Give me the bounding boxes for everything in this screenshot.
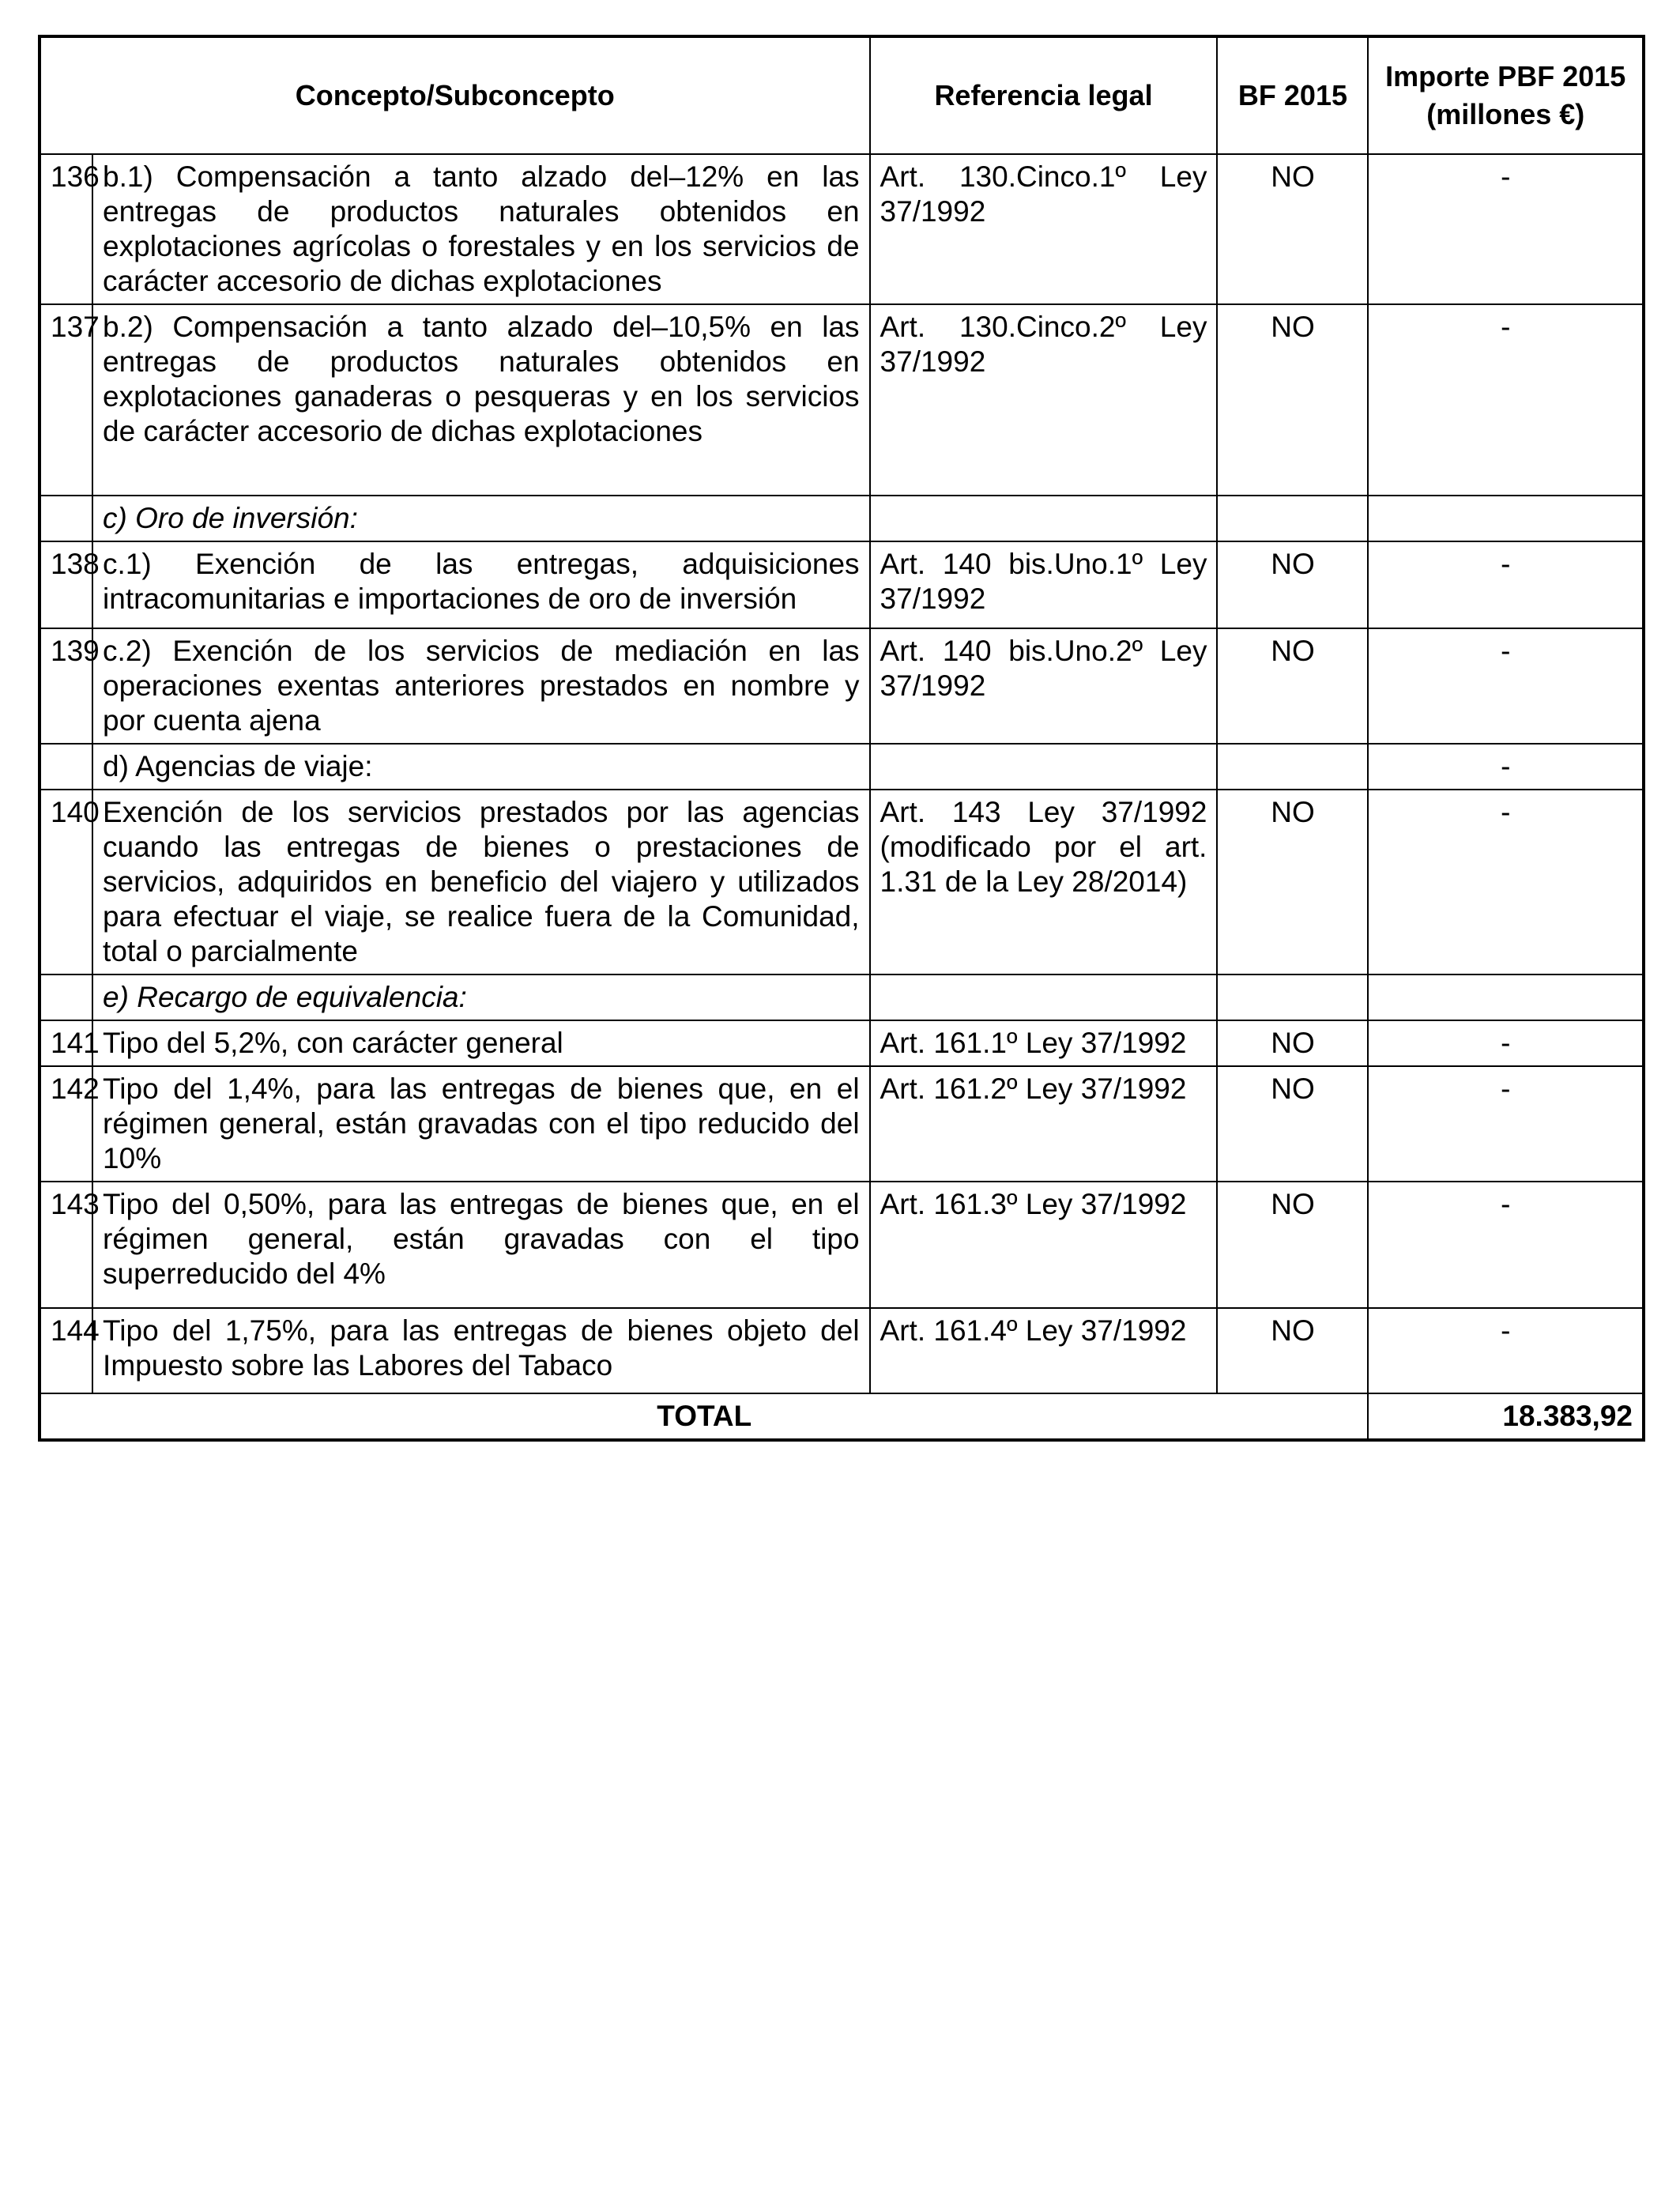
row-concept: Tipo del 0,50%, para las entregas de bienes que, en el régimen general, están gravadas con el tipo superreducido del 4% (92, 1182, 870, 1308)
row-legal-reference (870, 974, 1218, 1020)
row-importe: - (1368, 628, 1644, 744)
total-row (40, 1393, 1644, 1440)
row-importe: - (1368, 541, 1644, 628)
row-number: 144 (40, 1308, 92, 1393)
row-legal-reference: Art. 161.4º Ley 37/1992 (870, 1308, 1218, 1393)
row-number: 141 (40, 1020, 92, 1066)
header-importe: Importe PBF 2015 (millones €) (1368, 36, 1644, 154)
row-number (40, 744, 92, 790)
table-row (40, 974, 1644, 1020)
row-importe (1368, 496, 1644, 541)
row-bf-2015 (1217, 744, 1368, 790)
row-number: 137 (40, 304, 92, 496)
header-referencia: Referencia legal (870, 36, 1218, 154)
row-concept: Tipo del 1,75%, para las entregas de bienes objeto del Impuesto sobre las Labores del Tabaco (92, 1308, 870, 1393)
row-importe: - (1368, 744, 1644, 790)
table-row (40, 1308, 1644, 1393)
row-bf-2015 (1217, 974, 1368, 1020)
table-row (40, 790, 1644, 974)
row-importe: - (1368, 304, 1644, 496)
table-row (40, 628, 1644, 744)
row-importe (1368, 974, 1644, 1020)
table-row (40, 304, 1644, 496)
row-concept: Tipo del 1,4%, para las entregas de bienes que, en el régimen general, están gravadas con el tipo reducido del 10% (92, 1066, 870, 1182)
row-legal-reference (870, 496, 1218, 541)
table-row (40, 1020, 1644, 1066)
table-header-row (40, 36, 1644, 154)
row-bf-2015: NO (1217, 154, 1368, 304)
row-bf-2015: NO (1217, 541, 1368, 628)
row-bf-2015: NO (1217, 790, 1368, 974)
row-concept: e) Recargo de equivalencia: (92, 974, 870, 1020)
row-bf-2015: NO (1217, 304, 1368, 496)
table-row (40, 496, 1644, 541)
row-concept: c.1) Exención de las entregas, adquisiciones intracomunitarias e importaciones de oro de inversión (92, 541, 870, 628)
row-importe: - (1368, 1066, 1644, 1182)
row-number (40, 974, 92, 1020)
row-bf-2015: NO (1217, 628, 1368, 744)
table-row (40, 1182, 1644, 1308)
row-number: 140 (40, 790, 92, 974)
row-importe: - (1368, 154, 1644, 304)
row-legal-reference: Art. 130.Cinco.1º Ley 37/1992 (870, 154, 1218, 304)
row-bf-2015: NO (1217, 1308, 1368, 1393)
row-concept: Exención de los servicios prestados por las agencias cuando las entregas de bienes o prestaciones de servicios, adquiridos en beneficio del viajero y utilizados para efectuar el viaje, se realice fuera de la Comunidad, total o parcialmente (92, 790, 870, 974)
row-importe: - (1368, 1182, 1644, 1308)
table-row (40, 744, 1644, 790)
benefits-table (38, 35, 1645, 1442)
row-bf-2015: NO (1217, 1182, 1368, 1308)
row-importe: - (1368, 1308, 1644, 1393)
row-bf-2015: NO (1217, 1066, 1368, 1182)
row-number (40, 496, 92, 541)
row-bf-2015: NO (1217, 1020, 1368, 1066)
row-number: 138 (40, 541, 92, 628)
total-label: TOTAL (40, 1393, 1368, 1440)
row-bf-2015 (1217, 496, 1368, 541)
row-concept: c) Oro de inversión: (92, 496, 870, 541)
header-concepto: Concepto/Subconcepto (40, 36, 870, 154)
row-number: 143 (40, 1182, 92, 1308)
table-row (40, 154, 1644, 304)
row-number: 139 (40, 628, 92, 744)
total-value: 18.383,92 (1368, 1393, 1644, 1440)
row-number: 142 (40, 1066, 92, 1182)
row-legal-reference (870, 744, 1218, 790)
row-legal-reference: Art. 161.1º Ley 37/1992 (870, 1020, 1218, 1066)
row-legal-reference: Art. 130.Cinco.2º Ley 37/1992 (870, 304, 1218, 496)
row-legal-reference: Art. 140 bis.Uno.1º Ley 37/1992 (870, 541, 1218, 628)
table-row (40, 541, 1644, 628)
row-legal-reference: Art. 143 Ley 37/1992 (modificado por el art. 1.31 de la Ley 28/2014) (870, 790, 1218, 974)
row-importe: - (1368, 790, 1644, 974)
row-legal-reference: Art. 161.2º Ley 37/1992 (870, 1066, 1218, 1182)
row-concept: b.1) Compensación a tanto alzado del–12% en las entregas de productos naturales obtenidos en explotaciones agrícolas o forestales y en los servicios de carácter accesorio de dichas explotaciones (92, 154, 870, 304)
header-bf: BF 2015 (1217, 36, 1368, 154)
row-concept: b.2) Compensación a tanto alzado del–10,5% en las entregas de productos naturales obtenidos en explotaciones ganaderas o pesqueras y en los servicios de carácter accesorio de dichas explotaciones (92, 304, 870, 496)
table-body (40, 154, 1644, 1393)
row-legal-reference: Art. 161.3º Ley 37/1992 (870, 1182, 1218, 1308)
row-number: 136 (40, 154, 92, 304)
row-concept: Tipo del 5,2%, con carácter general (92, 1020, 870, 1066)
row-concept: d) Agencias de viaje: (92, 744, 870, 790)
table-row (40, 1066, 1644, 1182)
row-legal-reference: Art. 140 bis.Uno.2º Ley 37/1992 (870, 628, 1218, 744)
row-importe: - (1368, 1020, 1644, 1066)
row-concept: c.2) Exención de los servicios de mediación en las operaciones exentas anteriores prestados en nombre y por cuenta ajena (92, 628, 870, 744)
